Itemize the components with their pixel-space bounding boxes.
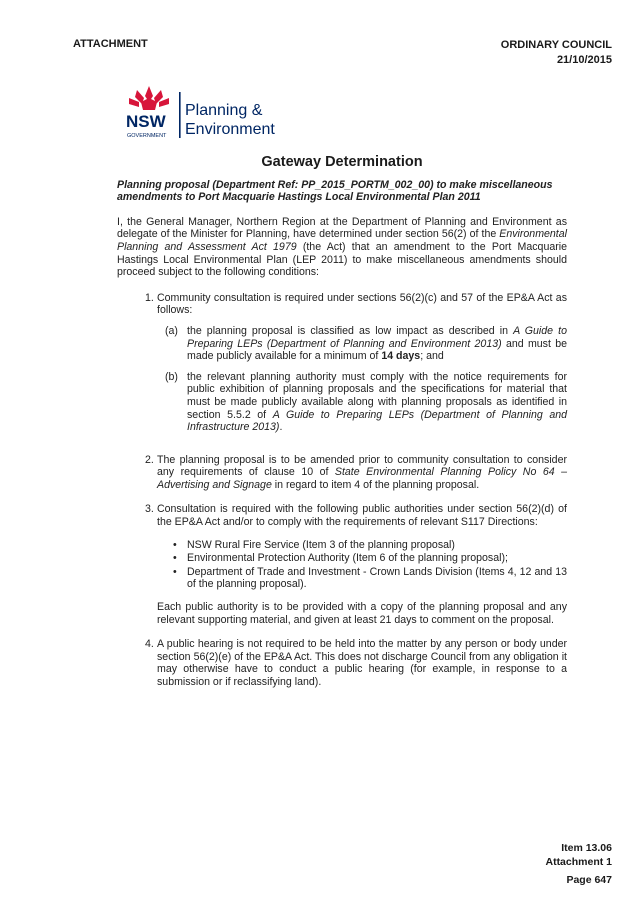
header-meeting-info <box>501 38 612 68</box>
list-item: • Department of Trade and Investment - Crown Lands Division (Items 4, 12 and 13 of the planning proposal). <box>173 565 567 591</box>
intro-paragraph: I, the General Manager, Northern Region at the Department of Planning and Environment as delegate of the Minister for Planning, have determined under section 56(2) of the Environmental Planning and Assessment Act 1979 (the Act) that an amendment to the Port Macquarie Hastings Local Environmental Plan (LEP 2011) to make miscellaneous amendments should proceed subject to the following conditions: <box>117 215 568 279</box>
condition-2: 2. The planning proposal is to be amended prior to community consultation to consider any requirements of clause 10 of State Environmental Planning Policy No 64 – Advertising and Signage in regard to item 4 of the planning proposal. <box>145 453 567 491</box>
document-title: Gateway Determination <box>261 154 423 170</box>
list-item: • NSW Rural Fire Service (Item 3 of the planning proposal) <box>173 538 455 551</box>
document-subject: Planning proposal (Department Ref: PP_2015_PORTM_002_00) to make miscellaneous amendments to Port Macquarie Hastings Local Environmental Plan 2011 <box>117 178 553 204</box>
logo-nsw-text: NSW <box>126 112 166 131</box>
condition-3-after: Each public authority is to be provided with a copy of the planning proposal and any relevant supporting material, and given at least 21 days to comment on the proposal. <box>157 601 567 626</box>
footer-item-number: Item 13.06 <box>561 842 612 854</box>
condition-1: 1. Community consultation is required under sections 56(2)(c) and 57 of the EP&A Act as follows: (a) the planning proposal is classified as low impact as described in A Guide to Preparing LEPs (Department of Planning and Environment 2013) and must be made publicly available for a minimum of 14 days; and (b) the relevant planning authority must comply with the notice requirements for public exhibition of planning proposals and the specifications for material that must be made publicly available along with planning proposals as identified in section 5.5.2 of A Guide to Preparing LEPs (Department of Planning and Infrastructure 2013). <box>145 291 567 434</box>
condition-4: 4. A public hearing is not required to be held into the matter by any person or body under section 56(2)(e) of the EP&A Act. This does not discharge Council from any obligation it may otherwise have to conduct a public hearing (for example, in response to a submission or if reclassifying land). <box>145 638 567 688</box>
condition-3: 3. Consultation is required with the following public authorities under section 56(2)(d) of the EP&A Act and/or to comply with the requirements of relevant S117 Directions: • NSW Rural Fire Service (Item 3 of the planning proposal) • Environmental Protection Authority (Item 6 of the planning proposal); • Department of Trade and Investment - Crown Lands Division (Items 4, 12 and 13 of the planning proposal). Each public authority is to be provided with a copy of the planning proposal and any relevant supporting material, and given at least 21 days to comment on the proposal. <box>145 503 567 626</box>
logo-government-text: GOVERNMENT <box>127 133 167 139</box>
header-meeting-name: ORDINARY COUNCIL <box>500 39 612 51</box>
footer-attachment-number: Attachment 1 <box>545 856 612 868</box>
condition-1-b: (b) the relevant planning authority must comply with the notice requirements for public exhibition of planning proposals and the specifications for material that must be made publicly available along with planning proposals as identified in section 5.5.2 of A Guide to Preparing LEPs (Department of Planning and Infrastructure 2013). <box>165 370 567 434</box>
waratah-flower-icon <box>129 86 169 110</box>
list-item: • Environmental Protection Authority (Item 6 of the planning proposal); <box>173 552 508 565</box>
nsw-planning-logo <box>123 82 303 144</box>
condition-3-text: Consultation is required with the following public authorities under section 56(2)(d) of the EP&A Act and/or to comply with the requirements of relevant S117 Directions: <box>157 503 567 529</box>
header-attachment-label: ATTACHMENT <box>73 38 148 50</box>
condition-1-text: Community consultation is required under sections 56(2)(c) and 57 of the EP&A Act as follows: <box>157 291 567 317</box>
logo-environment-text: Environment <box>185 121 275 138</box>
gateway-determination-document <box>117 150 567 701</box>
logo-planning-text: Planning & <box>185 102 263 119</box>
footer-page-number: Page 647 <box>566 874 612 886</box>
authority-list <box>157 539 567 591</box>
condition-1-a: (a) the planning proposal is classified as low impact as described in A Guide to Preparing LEPs (Department of Planning and Environment 2013) and must be made publicly available for a minimum of 14 days; and <box>165 324 567 363</box>
header-meeting-date: 21/10/2015 <box>556 54 612 66</box>
